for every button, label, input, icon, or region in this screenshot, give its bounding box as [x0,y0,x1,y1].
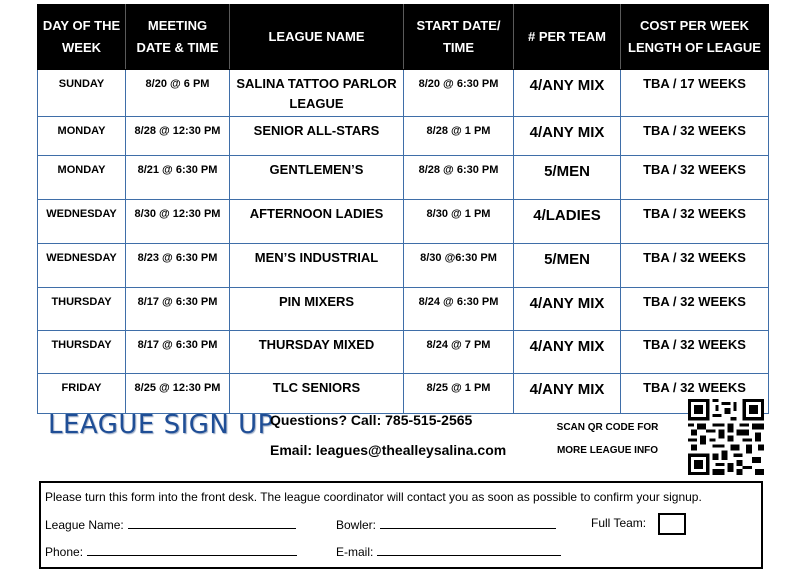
per-team-cell: 4/LADIES [514,200,621,244]
cost-cell: TBA / 32 WEEKS [621,374,769,414]
start-cell: 8/28 @ 1 PM [404,117,514,156]
phone-field[interactable] [45,543,297,559]
day-cell: WEDNESDAY [38,244,126,288]
header-meeting: MEETING DATE & TIME [126,5,230,70]
qr-code-icon[interactable] [688,399,764,475]
form-instructions: Please turn this form into the front desk. The league coordinator will contact you as soon as possible to confirm your signup. [45,490,702,504]
per-team-cell: 4/ANY MIX [514,70,621,117]
day-cell: MONDAY [38,117,126,156]
league-schedule-table [37,4,769,414]
header-start: START DATE/ TIME [404,5,514,70]
table-row [38,288,769,331]
questions-phone: Questions? Call: 785-515-2565 [270,412,473,428]
signup-form [39,481,763,569]
day-cell: SUNDAY [38,70,126,117]
header-day: DAY OF THE WEEK [38,5,126,70]
league-name-cell: TLC SENIORS [230,374,404,414]
meeting-cell: 8/23 @ 6:30 PM [126,244,230,288]
contact-email: Email: leagues@thealleysalina.com [270,442,507,458]
cost-cell: TBA / 32 WEEKS [621,117,769,156]
meeting-cell: 8/21 @ 6:30 PM [126,156,230,200]
league-name-cell: GENTLEMEN’S [230,156,404,200]
per-team-cell: 5/MEN [514,156,621,200]
phone-label: Phone: [45,545,84,559]
table-row [38,156,769,200]
phone-line[interactable] [87,543,297,556]
league-name-cell: MEN’S INDUSTRIAL [230,244,404,288]
per-team-cell: 4/ANY MIX [514,117,621,156]
meeting-cell: 8/28 @ 12:30 PM [126,117,230,156]
qr-caption-line2: MORE LEAGUE INFO [556,445,659,456]
league-name-cell: SENIOR ALL-STARS [230,117,404,156]
header-per-team: # PER TEAM [514,5,621,70]
table-row [38,374,769,414]
per-team-cell: 4/ANY MIX [514,288,621,331]
start-cell: 8/24 @ 7 PM [404,331,514,374]
email-field[interactable] [336,543,561,559]
per-team-cell: 4/ANY MIX [514,331,621,374]
cost-cell: TBA / 32 WEEKS [621,156,769,200]
qr-caption [550,416,665,462]
day-cell: THURSDAY [38,288,126,331]
start-cell: 8/28 @ 6:30 PM [404,156,514,200]
per-team-cell: 5/MEN [514,244,621,288]
full-team-checkbox[interactable] [658,513,686,535]
table-row [38,200,769,244]
email-label: E-mail: [336,545,374,559]
day-cell: WEDNESDAY [38,200,126,244]
start-cell: 8/30 @ 1 PM [404,200,514,244]
league-name-cell: THURSDAY MIXED [230,331,404,374]
day-cell: MONDAY [38,156,126,200]
meeting-cell: 8/30 @ 12:30 PM [126,200,230,244]
league-name-field[interactable] [45,516,296,532]
cost-cell: TBA / 32 WEEKS [621,331,769,374]
cost-cell: TBA / 17 WEEKS [621,70,769,117]
meeting-cell: 8/17 @ 6:30 PM [126,331,230,374]
cost-cell: TBA / 32 WEEKS [621,244,769,288]
day-cell: THURSDAY [38,331,126,374]
table-row [38,244,769,288]
league-name-line[interactable] [128,516,296,529]
day-cell: FRIDAY [38,374,126,414]
meeting-cell: 8/17 @ 6:30 PM [126,288,230,331]
table-row [38,331,769,374]
email-line[interactable] [377,543,561,556]
header-cost: COST PER WEEK LENGTH OF LEAGUE [621,5,769,70]
league-name-cell: PIN MIXERS [230,288,404,331]
cost-cell: TBA / 32 WEEKS [621,200,769,244]
start-cell: 8/20 @ 6:30 PM [404,70,514,117]
league-sign-up-title: LEAGUE SIGN UP [48,410,274,440]
table-row [38,117,769,156]
league-name-cell: AFTERNOON LADIES [230,200,404,244]
start-cell: 8/25 @ 1 PM [404,374,514,414]
bowler-label: Bowler: [336,518,377,532]
start-cell: 8/30 @6:30 PM [404,244,514,288]
meeting-cell: 8/20 @ 6 PM [126,70,230,117]
header-league-name: LEAGUE NAME [230,5,404,70]
table-row [38,70,769,117]
table-header-row [38,5,769,70]
start-cell: 8/24 @ 6:30 PM [404,288,514,331]
per-team-cell: 4/ANY MIX [514,374,621,414]
qr-caption-line1: SCAN QR CODE FOR [556,422,659,433]
bowler-field[interactable] [336,516,556,532]
league-name-label: League Name: [45,518,124,532]
cost-cell: TBA / 32 WEEKS [621,288,769,331]
full-team-label: Full Team: [591,516,647,530]
meeting-cell: 8/25 @ 12:30 PM [126,374,230,414]
bowler-line[interactable] [380,516,556,529]
league-name-cell: SALINA TATTOO PARLOR LEAGUE [230,70,404,117]
